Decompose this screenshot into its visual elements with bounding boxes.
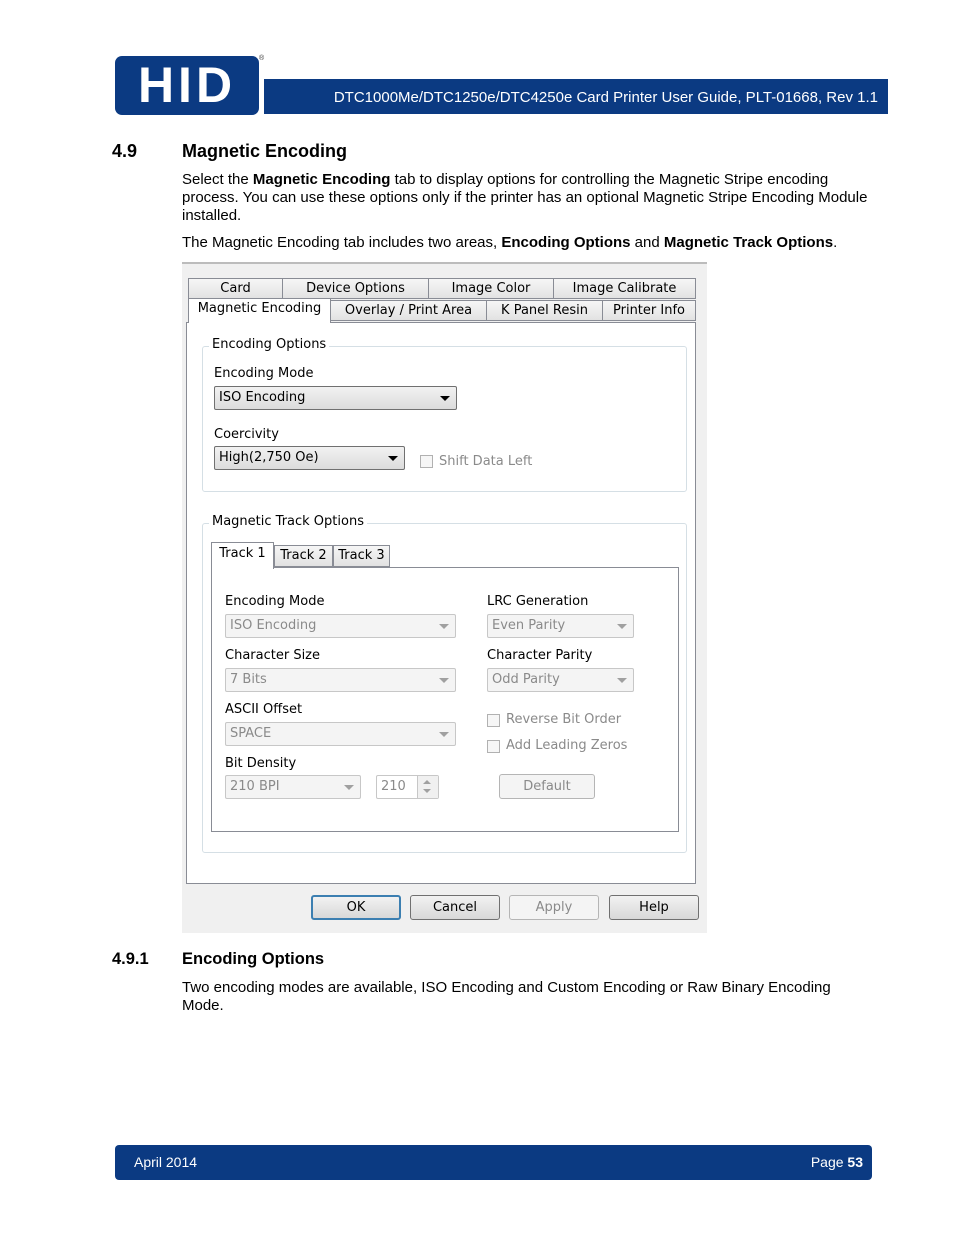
character-parity-value: Odd Parity <box>492 672 560 687</box>
bit-density-select[interactable] <box>225 775 361 799</box>
add-leading-zeros-label: Add Leading Zeros <box>506 738 628 753</box>
tab-track-1[interactable]: Track 1 <box>211 542 274 569</box>
subsection-title: Encoding Options <box>182 950 325 968</box>
track-encoding-mode-value: ISO Encoding <box>230 618 317 633</box>
subsection-number: 4.9.1 <box>112 950 149 968</box>
bit-density-value: 210 BPI <box>230 779 280 794</box>
chevron-down-icon <box>617 624 627 629</box>
ok-button[interactable]: OK <box>311 895 401 920</box>
subsection-paragraph: Two encoding modes are available, ISO Encoding and Custom Encoding or Raw Binary Encoding Mode. <box>182 979 831 1014</box>
footer-bar <box>115 1145 872 1180</box>
ascii-offset-label: ASCII Offset <box>225 702 303 717</box>
tab-image-color[interactable]: Image Color <box>428 278 554 299</box>
character-parity-select[interactable] <box>487 668 634 692</box>
character-size-label: Character Size <box>225 648 320 663</box>
track-encoding-mode-select[interactable] <box>225 614 456 638</box>
lrc-generation-select[interactable] <box>487 614 634 638</box>
hid-logo: HID <box>115 56 259 115</box>
shift-data-left-label: Shift Data Left <box>439 454 533 469</box>
encoding-mode-label: Encoding Mode <box>214 366 314 381</box>
tab-card[interactable]: Card <box>188 278 283 299</box>
add-leading-zeros-checkbox[interactable] <box>487 740 500 753</box>
tab-overlay-print-area[interactable]: Overlay / Print Area <box>330 300 487 321</box>
chevron-down-icon <box>439 678 449 683</box>
shift-data-left-checkbox[interactable] <box>420 455 433 468</box>
footer-date: April 2014 <box>134 1154 198 1170</box>
reverse-bit-order-label: Reverse Bit Order <box>506 712 622 727</box>
track-encoding-mode-label: Encoding Mode <box>225 594 325 609</box>
registered-mark: ® <box>259 55 265 62</box>
character-size-select[interactable] <box>225 668 456 692</box>
tab-track-2[interactable]: Track 2 <box>274 545 333 567</box>
default-button[interactable]: Default <box>499 774 595 799</box>
page-number: 53 <box>847 1154 863 1170</box>
coercivity-label: Coercivity <box>214 427 279 442</box>
ascii-offset-select[interactable] <box>225 722 456 746</box>
coercivity-select[interactable] <box>214 446 405 470</box>
chevron-down-icon <box>617 678 627 683</box>
help-button[interactable]: Help <box>609 895 699 920</box>
character-size-value: 7 Bits <box>230 672 267 687</box>
section-title: Magnetic Encoding <box>182 141 348 161</box>
cancel-button[interactable]: Cancel <box>410 895 500 920</box>
tab-magnetic-encoding[interactable]: Magnetic Encoding <box>188 298 331 323</box>
encoding-options-label: Encoding Options <box>209 337 329 352</box>
section-areas-paragraph: The Magnetic Encoding tab includes two areas, Encoding Options and Magnetic Track Options. <box>182 234 838 251</box>
reverse-bit-order-checkbox[interactable] <box>487 714 500 727</box>
header-title-bar: DTC1000Me/DTC1250e/DTC4250e Card Printer User Guide, PLT-01668, Rev 1.1 <box>264 79 888 114</box>
chevron-down-icon <box>439 732 449 737</box>
printer-properties-dialog <box>182 262 707 933</box>
footer-page: Page 53 <box>810 1154 863 1170</box>
ascii-offset-value: SPACE <box>230 726 272 741</box>
bit-density-spinner[interactable] <box>376 775 439 799</box>
lrc-generation-label: LRC Generation <box>487 594 589 609</box>
lrc-generation-value: Even Parity <box>492 618 566 633</box>
bit-density-label: Bit Density <box>225 756 297 771</box>
chevron-down-icon <box>344 785 354 790</box>
apply-button[interactable]: Apply <box>509 895 599 920</box>
character-parity-label: Character Parity <box>487 648 593 663</box>
section-intro-paragraph: Select the Magnetic Encoding tab to display options for controlling the Magnetic Stripe encoding process. You can use these options only if the printer has an optional Magnetic Stripe Encoding Module installed. <box>182 171 868 224</box>
tab-printer-info[interactable]: Printer Info <box>602 300 696 321</box>
coercivity-value: High(2,750 Oe) <box>219 450 319 465</box>
chevron-down-icon <box>439 624 449 629</box>
tab-track-3[interactable]: Track 3 <box>333 545 390 567</box>
section-number: 4.9 <box>112 141 138 161</box>
tab-device-options[interactable]: Device Options <box>282 278 429 299</box>
encoding-mode-select[interactable] <box>214 386 457 410</box>
tab-k-panel-resin[interactable]: K Panel Resin <box>486 300 603 321</box>
tab-image-calibrate[interactable]: Image Calibrate <box>553 278 696 299</box>
encoding-mode-value: ISO Encoding <box>219 390 306 405</box>
spin-arrows-icon[interactable] <box>417 776 438 798</box>
bit-density-number: 210 <box>381 779 406 794</box>
magnetic-track-options-label: Magnetic Track Options <box>209 514 367 529</box>
chevron-down-icon <box>388 456 398 461</box>
chevron-down-icon <box>440 396 450 401</box>
